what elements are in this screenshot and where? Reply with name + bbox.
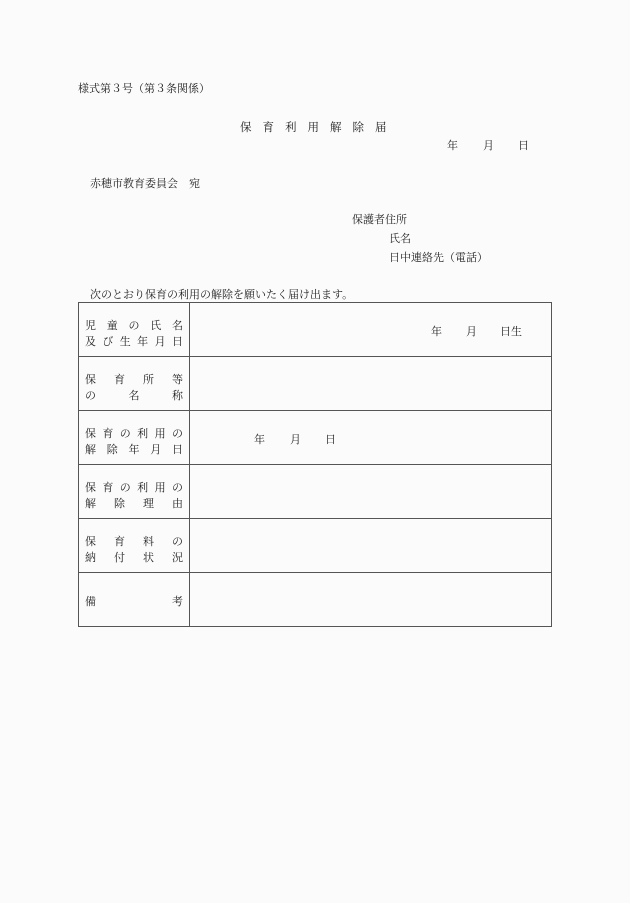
row-label <box>79 411 190 465</box>
cancel-year: 年 <box>254 433 265 446</box>
guardian-address-label: 保護者住所 <box>352 213 407 226</box>
row-label <box>79 465 190 519</box>
nursery-name-field[interactable] <box>190 357 552 411</box>
label-line: 保 育 所 等 <box>85 373 183 386</box>
guardian-name-label: 氏名 <box>389 232 411 245</box>
intro-text: 次のとおり保育の利用の解除を願いたく届け出ます。 <box>90 288 354 301</box>
table-row <box>79 303 552 357</box>
table-row <box>79 465 552 519</box>
birth-year: 年 <box>431 325 442 338</box>
label-line: 保 育 料 の <box>85 535 183 548</box>
label-line: 納 付 状 況 <box>85 551 183 564</box>
table-row <box>79 357 552 411</box>
label-line: 保 育 の 利 用 の <box>85 481 183 494</box>
form-number: 様式第３号（第３条関係） <box>78 82 210 95</box>
row-label <box>79 519 190 573</box>
page-title: 保育利用解除届 <box>240 120 398 134</box>
fee-payment-status-field[interactable] <box>190 519 552 573</box>
label-line: 備 考 <box>85 595 183 608</box>
addressee: 赤穂市教育委員会 宛 <box>90 177 200 190</box>
birth-month: 月 <box>466 325 477 338</box>
label-line: 及 び 生 年 月 日 <box>85 335 183 348</box>
label-line: 保 育 の 利 用 の <box>85 427 183 440</box>
table-row <box>79 573 552 627</box>
date-month: 月 <box>483 139 494 152</box>
table-row <box>79 411 552 465</box>
cancel-day: 日 <box>325 433 336 446</box>
guardian-phone-label: 日中連絡先（電話） <box>389 251 488 264</box>
cancel-date-field[interactable] <box>190 411 552 465</box>
label-line: 解 除 理 由 <box>85 497 183 510</box>
row-label <box>79 573 190 627</box>
row-label <box>79 357 190 411</box>
child-name-birthdate-field[interactable] <box>190 303 552 357</box>
cancel-month: 月 <box>290 433 301 446</box>
label-line: 解 除 年 月 日 <box>85 443 183 456</box>
form-table <box>78 302 552 627</box>
label-line: の 名 称 <box>85 389 183 402</box>
label-line: 児 童 の 氏 名 <box>85 319 183 332</box>
date-day: 日 <box>518 139 529 152</box>
remarks-field[interactable] <box>190 573 552 627</box>
birth-day: 日生 <box>500 325 522 338</box>
row-label <box>79 303 190 357</box>
cancel-reason-field[interactable] <box>190 465 552 519</box>
date-year: 年 <box>447 139 458 152</box>
table-row <box>79 519 552 573</box>
